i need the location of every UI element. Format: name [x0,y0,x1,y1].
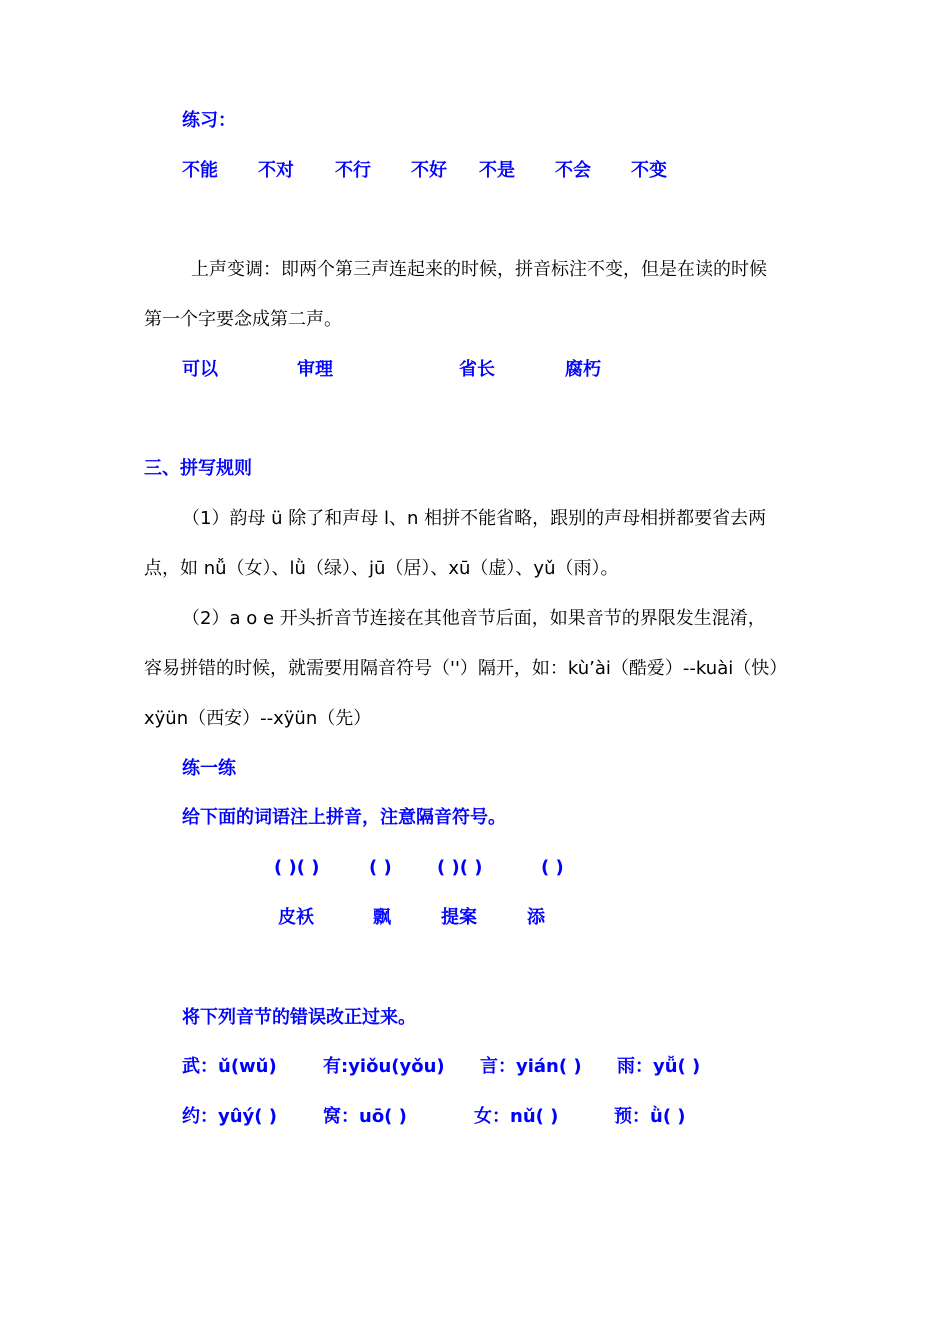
practice2-heading: 练一练 [182,758,236,779]
rule2-line1: （2）a o e 开头折音节连接在其他音节后面，如果音节的界限发生混淆， [182,608,766,629]
practice-word: 不行 [335,160,371,181]
correction-item: 有:yiǒu(yǒu) [323,1056,445,1077]
correction-item: 预：ǜ( ) [614,1106,686,1127]
tone-word: 可以 [182,359,218,380]
practice-word: 不好 [411,160,447,181]
correction-item: 言：yián( ) [480,1056,582,1077]
answer-blank[interactable]: ( )( ) [437,857,483,878]
rule1-line1: （1）韵母 ü 除了和声母 l、n 相拼不能省略，跟别的声母相拼都要省去两 [182,508,767,529]
section-heading: 三、拼写规则 [144,458,252,479]
tone-word: 腐朽 [565,359,601,380]
practice-word: 不对 [258,160,294,181]
practice2-word: 提案 [441,907,477,928]
practice2-word: 皮袄 [278,907,314,928]
answer-blank[interactable]: ( )( ) [274,857,320,878]
practice-word: 不能 [182,160,218,181]
correction-item: 武：ǔ(wǔ) [182,1056,277,1077]
answer-blank[interactable]: ( ) [369,857,392,878]
rule2-line3: xÿün（西安）--xÿün（先） [144,708,372,729]
tone-change-text-line2: 第一个字要念成第二声。 [144,309,342,330]
tone-change-text-line1: 上声变调：即两个第三声连起来的时候，拼音标注不变，但是在读的时候 [191,259,767,280]
practice2-word: 飘 [373,907,391,928]
practice2-instruction: 给下面的词语注上拼音，注意隔音符号。 [182,807,506,828]
practice-word: 不会 [555,160,591,181]
answer-blank[interactable]: ( ) [541,857,564,878]
rule2-line2: 容易拼错的时候，就需要用隔音符号（''）隔开，如：kù’ài（酷爱）--kuài（快） [144,658,788,679]
correction-item: 约：yûý( ) [182,1106,278,1127]
practice3-instruction: 将下列音节的错误改正过来。 [182,1007,416,1028]
practice-word: 不是 [479,160,515,181]
correction-item: 窝：uō( ) [323,1106,407,1127]
correction-item: 女：nǔ( ) [474,1106,559,1127]
tone-word: 省长 [459,359,495,380]
tone-word: 审理 [297,359,333,380]
rule1-line2: 点，如 nǚ（女）、lǜ（绿）、jū（居）、xū（虚）、yǔ（雨）。 [144,558,619,579]
practice-word: 不变 [631,160,667,181]
correction-item: 雨：yǚ( ) [617,1056,701,1077]
practice2-word: 添 [527,907,545,928]
practice-heading: 练习： [182,110,236,131]
